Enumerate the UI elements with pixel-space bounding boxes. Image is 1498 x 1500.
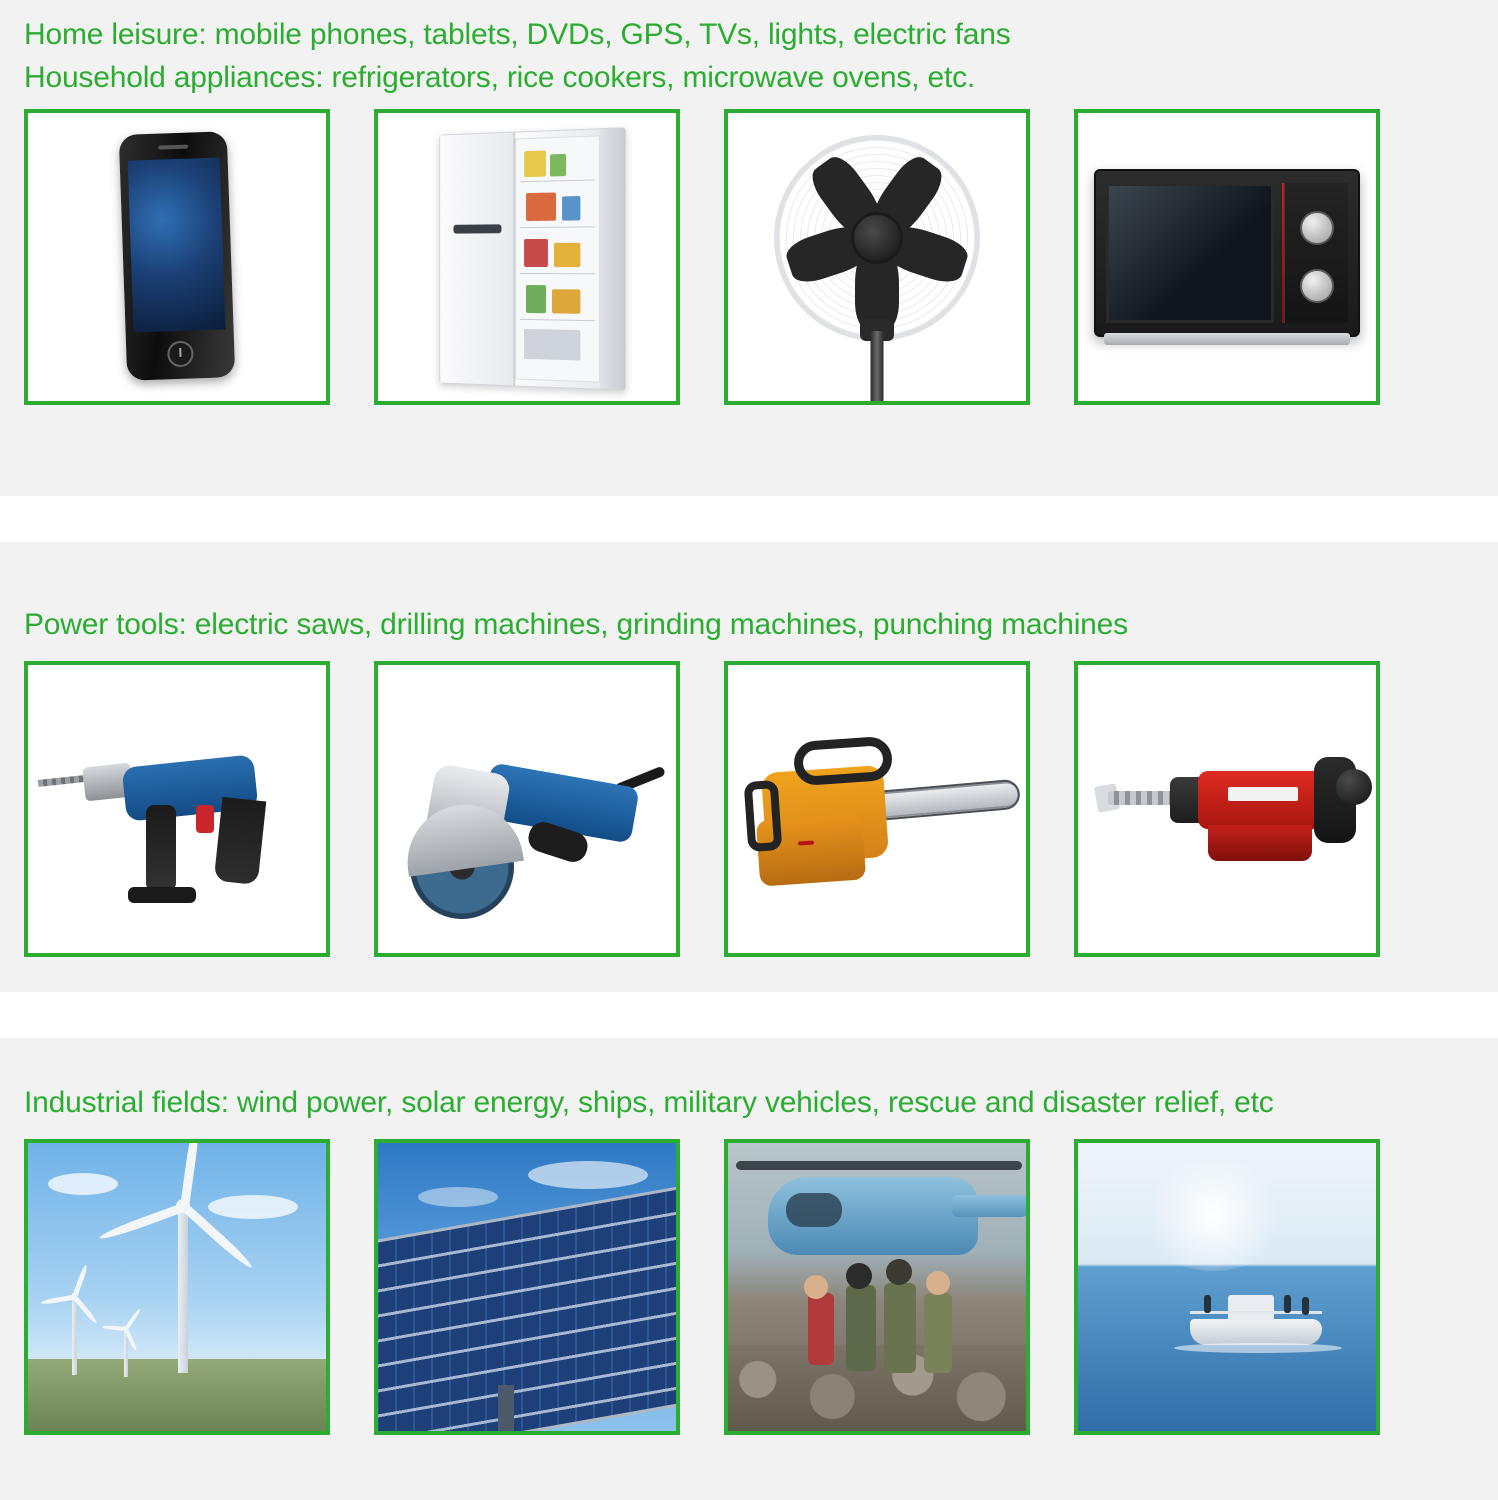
ships-photo — [1078, 1143, 1376, 1431]
person-helmet — [886, 1259, 912, 1285]
tile-microwave-oven — [1074, 109, 1380, 405]
drill-trigger-icon — [196, 805, 214, 833]
boat-cabin-icon — [1228, 1295, 1274, 1321]
person-figure — [1204, 1295, 1211, 1313]
boat-wake — [1174, 1343, 1342, 1353]
phone-speaker-icon — [158, 145, 188, 150]
refrigerator-interior-icon — [515, 136, 600, 383]
impact-drill-illustration — [28, 665, 326, 953]
tile-punching-machine — [1074, 661, 1380, 957]
tile-refrigerator — [374, 109, 680, 405]
tile-angle-grinder — [374, 661, 680, 957]
drill-grip-icon — [214, 797, 267, 885]
microwave-illustration — [1078, 113, 1376, 401]
fan-pole-icon — [871, 331, 884, 401]
chainsaw-illustration — [728, 665, 1026, 953]
phone-home-button-icon — [167, 341, 194, 368]
chainsaw-brand-label — [798, 840, 814, 845]
heading-household-appliances: Household appliances: refrigerators, rice cookers, microwave ovens, etc. — [24, 60, 976, 94]
section-divider-2 — [0, 992, 1498, 1038]
section-power-tools — [0, 542, 1498, 992]
punch-label-icon — [1228, 787, 1298, 801]
heading-power-tools: Power tools: electric saws, drilling machines, grinding machines, punching machines — [24, 608, 1128, 641]
section-power-tools-headings — [24, 542, 1474, 661]
wind-turbine-mast-icon — [72, 1293, 77, 1375]
helicopter-tail-icon — [952, 1195, 1026, 1217]
helicopter-rotor-icon — [736, 1161, 1022, 1170]
tile-mobile-phone — [24, 109, 330, 405]
chainsaw-rear-handle-icon — [744, 779, 783, 851]
rescue-photo — [728, 1143, 1026, 1431]
refrigerator-door-icon — [440, 133, 515, 386]
section-home-leisure-headings — [24, 0, 1474, 109]
refrigerator-side-panel-icon — [600, 128, 625, 389]
punching-machine-illustration — [1078, 665, 1376, 953]
person-head — [926, 1271, 950, 1295]
person-figure — [808, 1293, 834, 1365]
person-head — [804, 1275, 828, 1299]
mobile-phone-illustration — [28, 113, 326, 401]
heading-industrial-fields: Industrial fields: wind power, solar energy, ships, military vehicles, rescue and disaster relief, etc — [24, 1086, 1274, 1119]
section-divider-1 — [0, 496, 1498, 542]
punch-base-icon — [1208, 825, 1312, 861]
tile-ships — [1074, 1139, 1380, 1435]
tile-wind-power — [24, 1139, 330, 1435]
boat-hull-icon — [1190, 1319, 1322, 1345]
fan-hub-icon — [851, 212, 903, 264]
solar-energy-photo — [378, 1143, 676, 1431]
drill-handle-base-icon — [128, 887, 196, 903]
microwave-knob-lower-icon — [1300, 269, 1334, 303]
refrigerator-body-icon — [439, 127, 626, 391]
microwave-control-panel-icon — [1284, 183, 1348, 323]
tile-solar-energy — [374, 1139, 680, 1435]
person-helmet — [846, 1263, 872, 1289]
section-industrial-fields — [0, 1038, 1498, 1500]
tiles-home-leisure — [24, 109, 1474, 405]
punch-knob-handle-icon — [1336, 769, 1372, 805]
electric-fan-illustration — [728, 113, 1026, 401]
sun-glow — [1138, 1161, 1288, 1271]
tile-impact-drill — [24, 661, 330, 957]
refrigerator-illustration — [378, 113, 676, 401]
wind-power-photo — [28, 1143, 326, 1431]
microwave-body-icon — [1094, 169, 1360, 337]
heading-home-leisure: Home leisure: mobile phones, tablets, DVDs, GPS, TVs, lights, electric fans — [24, 18, 1011, 51]
microwave-base-icon — [1104, 333, 1350, 345]
wind-turbine-mast-icon — [178, 1205, 188, 1373]
person-figure — [884, 1283, 916, 1373]
helicopter-window-icon — [786, 1193, 842, 1227]
punch-shaft-icon — [1108, 791, 1176, 805]
angle-grinder-illustration — [378, 665, 676, 953]
refrigerator-handle-icon — [453, 224, 501, 233]
person-figure — [1302, 1297, 1309, 1315]
tiles-industrial-fields — [24, 1139, 1474, 1435]
person-figure — [924, 1293, 952, 1373]
section-home-leisure — [0, 0, 1498, 496]
phone-body-icon — [119, 131, 236, 381]
ground-rocks — [728, 1345, 1026, 1431]
tiles-power-tools — [24, 661, 1474, 957]
microwave-knob-upper-icon — [1300, 211, 1334, 245]
drill-side-handle-icon — [146, 805, 176, 891]
chainsaw-chain-icon — [869, 778, 1021, 821]
tile-chainsaw — [724, 661, 1030, 957]
tile-electric-fan — [724, 109, 1030, 405]
person-figure — [1284, 1295, 1291, 1313]
person-figure — [846, 1285, 876, 1371]
tile-rescue-and-disaster-relief — [724, 1139, 1030, 1435]
chainsaw-top-handle-icon — [793, 735, 894, 786]
phone-screen-icon — [128, 158, 226, 333]
section-industrial-headings — [24, 1038, 1474, 1139]
microwave-door-icon — [1106, 183, 1274, 323]
solar-panel-support-icon — [498, 1385, 514, 1431]
fan-cage-icon — [774, 135, 980, 341]
